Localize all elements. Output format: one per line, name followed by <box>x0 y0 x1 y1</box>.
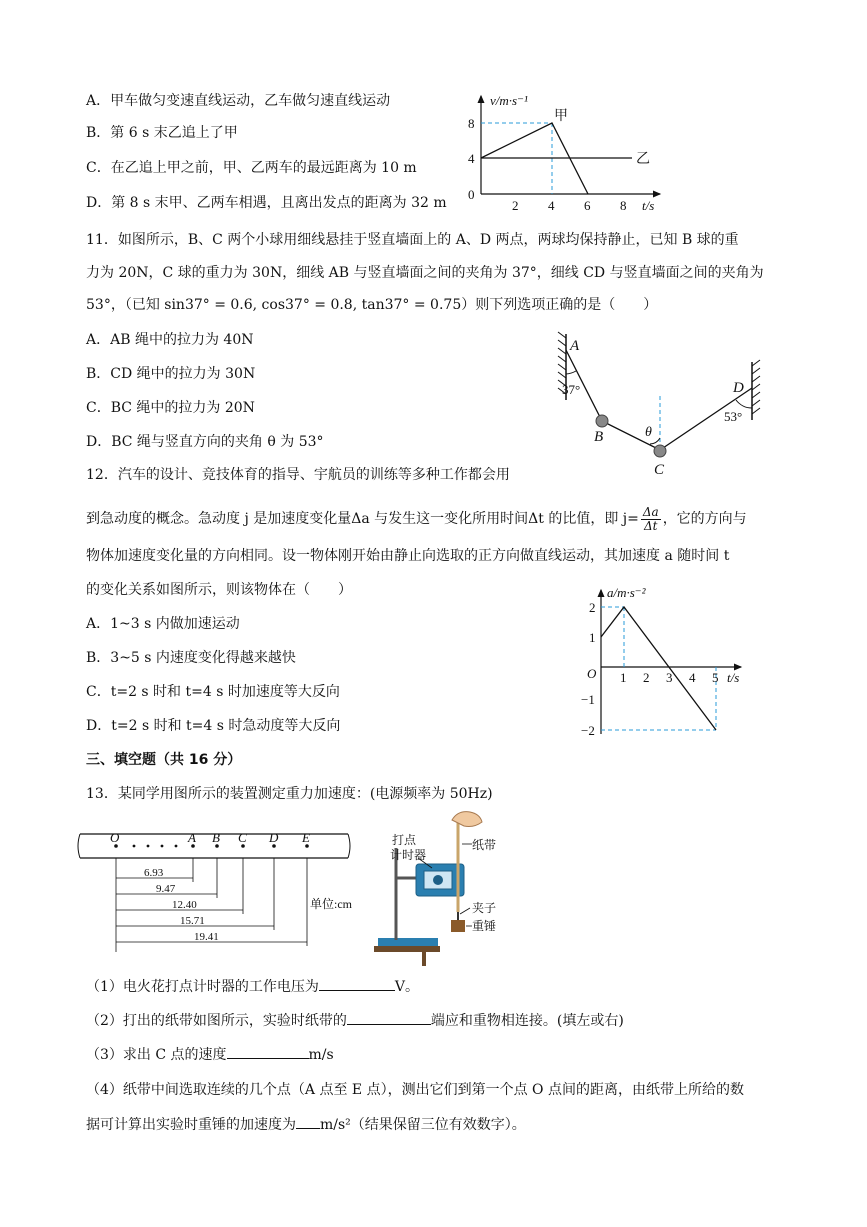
q11-label-b: B <box>594 429 604 445</box>
app-label-weight: 重锤 <box>472 919 497 933</box>
vt-xtick-4: 4 <box>548 198 555 213</box>
jerk-frac-den: Δt <box>644 518 658 533</box>
at-ytick-neg2: −2 <box>581 723 595 738</box>
q13-sub4-line1: （4）纸带中间选取连续的几个点（A 点至 E 点），测出它们到第一个点 O 点间的距离，由纸带上所给的数 <box>86 1082 744 1098</box>
q12-stem-line2 <box>86 505 747 533</box>
tape-point-o: O <box>110 830 120 845</box>
at-xtick-4: 4 <box>689 670 696 685</box>
q12-stem-line4: 的变化关系如图所示，则该物体在（ ） <box>86 582 352 598</box>
q12-stem-line1: 12．汽车的设计、竞技体育的指导、宇航员的训练等多种工作都会用 <box>86 467 510 483</box>
tape-unit: 单位:cm <box>310 897 352 911</box>
q12-at-graph <box>583 582 753 742</box>
q13-sub4-pre: 据可计算出实验时重锤的加速度为 <box>86 1117 296 1133</box>
q13-sub4-post: m/s²（结果保留三位有效数字）。 <box>320 1117 526 1133</box>
vt-x-label: t/s <box>642 198 655 213</box>
q13-sub4-blank[interactable] <box>296 1114 320 1129</box>
q11-option-b: B．CD 绳中的拉力为 30N <box>86 366 256 382</box>
tape-dist-b: 9.47 <box>156 883 176 895</box>
jerk-fraction <box>641 506 661 533</box>
q12-option-c: C．t=2 s 时和 t=4 s 时加速度等大反向 <box>86 684 340 700</box>
vt-ytick-0: 0 <box>468 187 475 202</box>
q10-option-d: D．第 8 s 末甲、乙两车相遇，且离出发点的距离为 32 m <box>86 195 447 211</box>
q13-sub3-pre: （3）求出 C 点的速度 <box>86 1047 227 1063</box>
q11-theta: θ <box>645 425 652 440</box>
tape-dist-d: 15.71 <box>180 915 205 927</box>
q12-option-b: B．3~5 s 内速度变化得越来越快 <box>86 650 296 666</box>
tape-point-d: D <box>269 830 279 845</box>
q13-sub2-pre: （2）打出的纸带如图所示，实验时纸带的 <box>86 1013 347 1029</box>
at-x-label: t/s <box>727 670 740 685</box>
vt-label-jia: 甲 <box>554 109 568 124</box>
vt-label-yi: 乙 <box>636 152 650 167</box>
at-y-label: a/m·s⁻² <box>607 585 646 600</box>
vt-xtick-6: 6 <box>584 198 591 213</box>
q13-paper-tape <box>76 828 366 958</box>
vt-xtick-8: 8 <box>620 198 627 213</box>
q11-option-d: D．BC 绳与竖直方向的夹角 θ 为 53° <box>86 434 324 450</box>
q13-sub1-post: V。 <box>394 979 420 995</box>
q11-stem-line2: 力为 20N，C 球的重力为 30N，细线 AB 与竖直墙面之间的夹角为 37°，细线 CD 与竖直墙面之间的夹角为 <box>86 265 764 281</box>
q13-sub1-pre: （1）电火花打点计时器的工作电压为 <box>86 979 319 995</box>
q12-stem-line3: 物体加速度变化量的方向相同。设一物体刚开始由静止向选取的正方向做直线运动，其加速度 a 随时间 t <box>86 548 730 564</box>
q10-option-a: A．甲车做匀变速直线运动，乙车做匀速直线运动 <box>86 93 391 109</box>
tape-point-a: A <box>188 830 196 845</box>
q11-option-a: A．AB 绳中的拉力为 40N <box>86 332 254 348</box>
q13-sub2-post: 端应和重物相连接。(填左或右) <box>430 1013 624 1029</box>
app-label-timer2: 计时器 <box>390 848 427 862</box>
q12-option-a: A．1~3 s 内做加速运动 <box>86 616 240 632</box>
q13-sub1-blank[interactable] <box>319 976 395 991</box>
tape-point-b: B <box>212 830 220 845</box>
q11-stem-line3: 53°，（已知 sin37° = 0.6, cos37° = 0.8, tan37° = 0.75）则下列选项正确的是（ ） <box>86 297 658 313</box>
tape-point-c: C <box>238 830 247 845</box>
q13-sub3 <box>86 1044 334 1065</box>
at-origin: O <box>587 666 597 681</box>
q13-sub4-line2 <box>86 1114 526 1135</box>
jerk-frac-num: Δa <box>642 504 659 519</box>
q11-angle-53: 53° <box>724 409 743 424</box>
app-label-tape: 纸带 <box>472 838 497 852</box>
at-ytick-neg1: −1 <box>581 692 595 707</box>
q11-stem-line1: 11．如图所示，B、C 两个小球用细线悬挂于竖直墙面上的 A、D 两点，两球均保持静止，已知 B 球的重 <box>86 232 739 248</box>
q13-sub2-blank[interactable] <box>347 1010 431 1025</box>
at-ytick-1: 1 <box>589 630 596 645</box>
tape-point-e: E <box>302 830 310 845</box>
q13-sub1 <box>86 976 419 997</box>
q12-option-d: D．t=2 s 时和 t=4 s 时急动度等大反向 <box>86 718 341 734</box>
vt-xtick-2: 2 <box>512 198 519 213</box>
at-xtick-3: 3 <box>666 670 673 685</box>
q13-stem: 13．某同学用图所示的装置测定重力加速度：(电源频率为 50Hz) <box>86 786 493 802</box>
q12-stem-line2-post: ，它的方向与 <box>662 511 747 527</box>
at-xtick-1: 1 <box>620 670 627 685</box>
q11-label-a: A <box>570 338 580 354</box>
vt-y-label: v/m·s⁻¹ <box>490 93 528 108</box>
q10-option-b: B．第 6 s 末乙追上了甲 <box>86 125 238 141</box>
q11-angle-37: 37° <box>562 382 581 397</box>
app-label-timer1: 打点 <box>392 833 417 847</box>
tape-dist-c: 12.40 <box>172 899 197 911</box>
app-label-clip: 夹子 <box>472 901 497 915</box>
q10-vt-graph <box>460 88 690 218</box>
at-ytick-2: 2 <box>589 600 596 615</box>
at-xtick-5: 5 <box>712 670 719 685</box>
q11-figure <box>538 328 768 488</box>
tape-dist-a: 6.93 <box>144 867 164 879</box>
at-xtick-2: 2 <box>643 670 650 685</box>
vt-ytick-8: 8 <box>468 116 475 131</box>
q13-sub3-blank[interactable] <box>227 1044 309 1059</box>
q11-label-d: D <box>733 380 744 396</box>
tape-dist-e: 19.41 <box>194 931 219 943</box>
q12-stem-line2-pre: 到急动度的概念。急动度 j 是加速度变化量Δa 与发生这一变化所用时间Δt 的比值，即 j= <box>86 511 639 527</box>
q11-label-c: C <box>654 462 665 478</box>
q13-apparatus <box>374 808 514 968</box>
vt-ytick-4: 4 <box>468 151 475 166</box>
q10-option-c: C．在乙追上甲之前，甲、乙两车的最远距离为 10 m <box>86 160 417 176</box>
q13-sub2 <box>86 1010 624 1031</box>
section-title: 三、填空题（共 16 分） <box>86 752 242 768</box>
q13-sub3-post: m/s <box>308 1047 334 1063</box>
q11-option-c: C．BC 绳中的拉力为 20N <box>86 400 255 416</box>
